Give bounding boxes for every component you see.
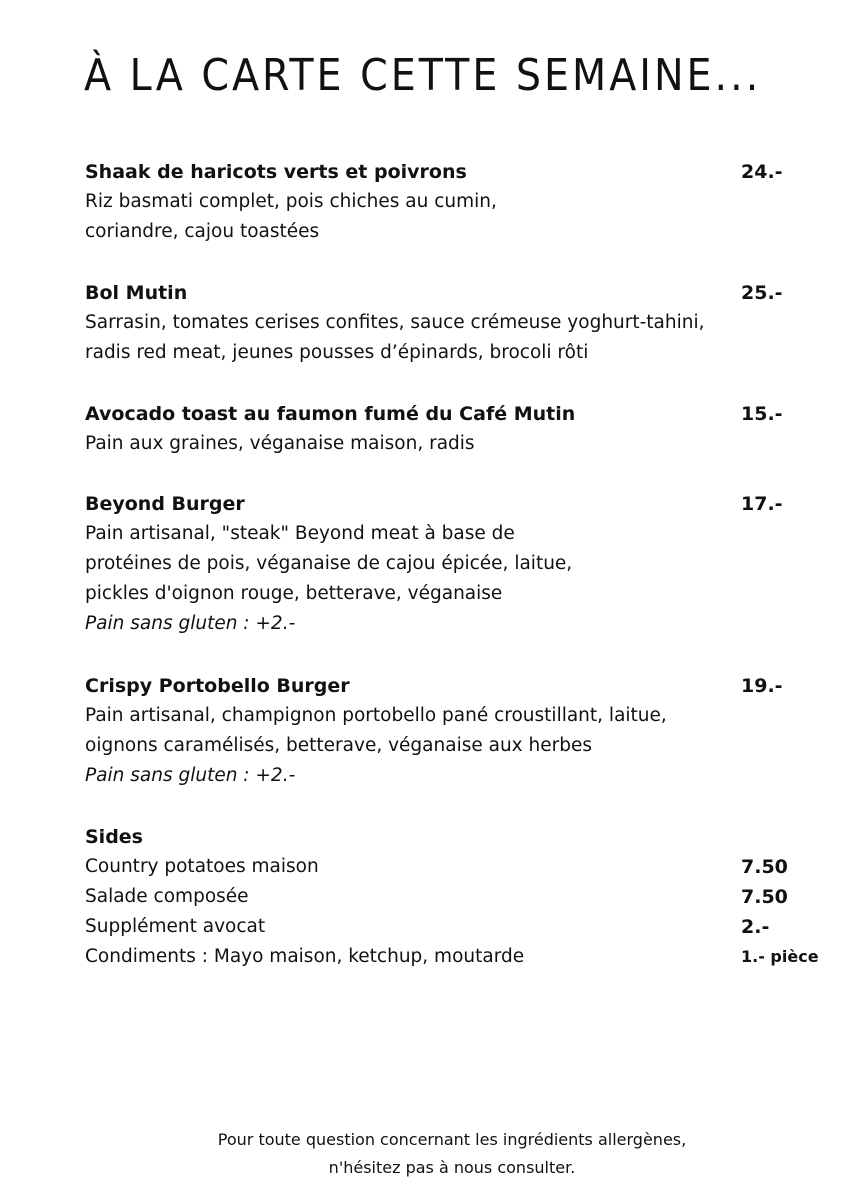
sides-heading: Sides xyxy=(85,826,143,848)
menu-item-description: protéines de pois, véganaise de cajou épicée, laitue, xyxy=(85,553,573,574)
side-row xyxy=(85,852,825,882)
menu-item-description: oignons caramélisés, betterave, véganaise aux herbes xyxy=(85,735,592,756)
side-label: Supplément avocat xyxy=(85,916,266,937)
side-row xyxy=(85,942,825,972)
menu-item-name: Crispy Portobello Burger xyxy=(85,675,350,697)
gluten-free-note: Pain sans gluten : +2.- xyxy=(85,765,296,786)
allergen-notice-line: n'hésitez pas à nous consulter. xyxy=(328,1158,576,1177)
menu-item-description: Pain aux graines, véganaise maison, radis xyxy=(85,433,475,454)
side-label: Salade composée xyxy=(85,886,249,907)
sides-section xyxy=(85,822,825,972)
side-row xyxy=(85,882,825,912)
menu-item-description: coriandre, cajou toastées xyxy=(85,221,320,242)
menu-item-description: Pain artisanal, "steak" Beyond meat à base de xyxy=(85,523,515,544)
side-price: 7.50 xyxy=(741,886,788,908)
side-label: Country potatoes maison xyxy=(85,856,319,877)
menu-item xyxy=(85,489,825,639)
menu-item-description: Sarrasin, tomates cerises confites, sauce crémeuse yoghurt-tahini, xyxy=(85,312,705,333)
menu-item xyxy=(85,671,825,791)
menu-item-name: Shaak de haricots verts et poivrons xyxy=(85,161,467,183)
side-label: Condiments : Mayo maison, ketchup, moutarde xyxy=(85,946,525,967)
allergen-notice xyxy=(0,1126,846,1182)
allergen-notice-line: Pour toute question concernant les ingrédients allergènes, xyxy=(217,1130,687,1149)
menu-item-name: Beyond Burger xyxy=(85,493,245,515)
menu-item-price: 24.- xyxy=(741,161,783,183)
menu-item-description: radis red meat, jeunes pousses d’épinards, brocoli rôti xyxy=(85,342,589,363)
menu-item-name: Avocado toast au faumon fumé du Café Mutin xyxy=(85,403,576,425)
menu-item xyxy=(85,278,825,368)
gluten-free-note: Pain sans gluten : +2.- xyxy=(85,613,296,634)
page-title: À LA CARTE CETTE SEMAINE... xyxy=(84,50,762,101)
side-price: 1.- pièce xyxy=(741,947,819,966)
menu-item-description: Pain artisanal, champignon portobello pané croustillant, laitue, xyxy=(85,705,667,726)
side-price: 7.50 xyxy=(741,856,788,878)
side-row xyxy=(85,912,825,942)
menu-item-description: Riz basmati complet, pois chiches au cumin, xyxy=(85,191,497,212)
menu-item-name: Bol Mutin xyxy=(85,282,188,304)
menu-item xyxy=(85,157,825,247)
menu-item-description: pickles d'oignon rouge, betterave, véganaise xyxy=(85,583,503,604)
menu-item-price: 25.- xyxy=(741,282,783,304)
side-price: 2.- xyxy=(741,916,770,938)
menu-item-price: 17.- xyxy=(741,493,783,515)
menu-item-price: 15.- xyxy=(741,403,783,425)
menu-item xyxy=(85,399,825,459)
menu-item-price: 19.- xyxy=(741,675,783,697)
